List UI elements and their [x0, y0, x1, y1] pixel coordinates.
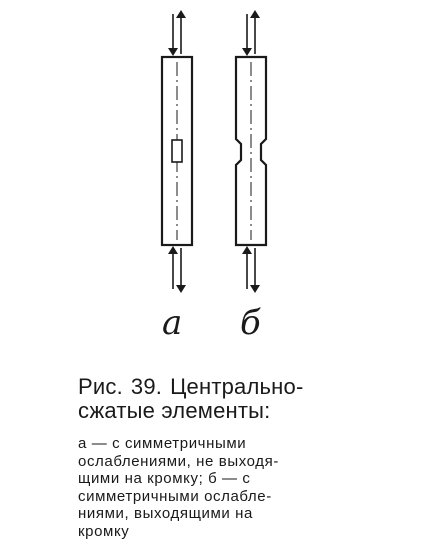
caption-body	[78, 435, 416, 540]
caption-title	[78, 375, 416, 423]
caption-body-line-3: щими на кромку; б — с	[78, 470, 251, 487]
caption-body-line-4: симметричными ослабле-	[78, 487, 272, 505]
caption-body-line-6: кромку	[78, 522, 130, 540]
element-a	[162, 14, 192, 289]
caption-body-line-1: а — с симметричными	[78, 435, 247, 452]
panel-label-b: б	[240, 303, 261, 343]
caption-title-text-1: Центрально-	[170, 374, 304, 399]
caption-title-line-1	[78, 375, 416, 399]
caption-body-line-2: ослаблениями, не выходя-	[78, 452, 279, 470]
panel-label-a: а	[162, 303, 183, 343]
caption-figure-number: 39.	[130, 374, 163, 399]
caption-figure-word: Рис.	[78, 374, 123, 399]
caption-title-line-2: сжатые элементы:	[78, 398, 271, 423]
caption-body-line-5: ниями, выходящими на	[78, 505, 253, 522]
element-a-weakening-hole	[172, 140, 182, 162]
element-b	[236, 14, 266, 289]
figure-caption	[78, 375, 416, 540]
